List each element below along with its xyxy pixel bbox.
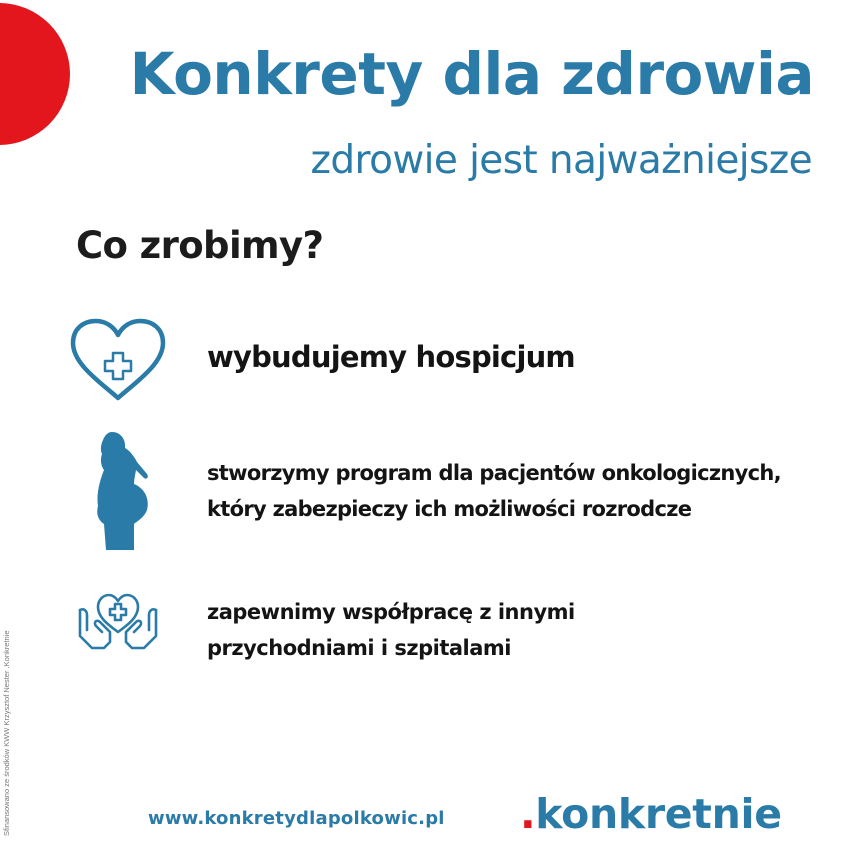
brand-logo	[520, 790, 782, 838]
list-item-line: zapewnimy współpracę z innymi	[207, 600, 575, 624]
list-item-line: stworzymy program dla pacjentów onkologicznych,	[207, 461, 781, 485]
funding-disclaimer: Sfinansowano ze środków KWW Krzysztof Nester .Konkretnie	[2, 630, 11, 836]
brand-name: konkretnie	[535, 790, 782, 838]
list-item-line: który zabezpieczy ich możliwości rozrodcze	[207, 497, 692, 521]
list-item	[207, 594, 575, 666]
list-item	[207, 455, 781, 527]
red-circle-decoration	[0, 3, 70, 145]
heart-medical-cross-icon	[70, 318, 166, 410]
list-item	[207, 340, 575, 374]
page-subtitle: zdrowie jest najważniejsze	[310, 138, 812, 183]
hands-holding-heart-icon	[76, 590, 160, 664]
brand-dot: .	[520, 790, 536, 838]
page-title: Konkrety dla zdrowia	[129, 40, 814, 108]
section-heading: Co zrobimy?	[76, 224, 324, 267]
pregnant-woman-icon	[92, 432, 156, 556]
list-item-line: przychodniami i szpitalami	[207, 636, 511, 660]
list-item-line: wybudujemy hospicjum	[207, 340, 575, 374]
website-link[interactable]: www.konkretydlapolkowic.pl	[148, 808, 445, 829]
